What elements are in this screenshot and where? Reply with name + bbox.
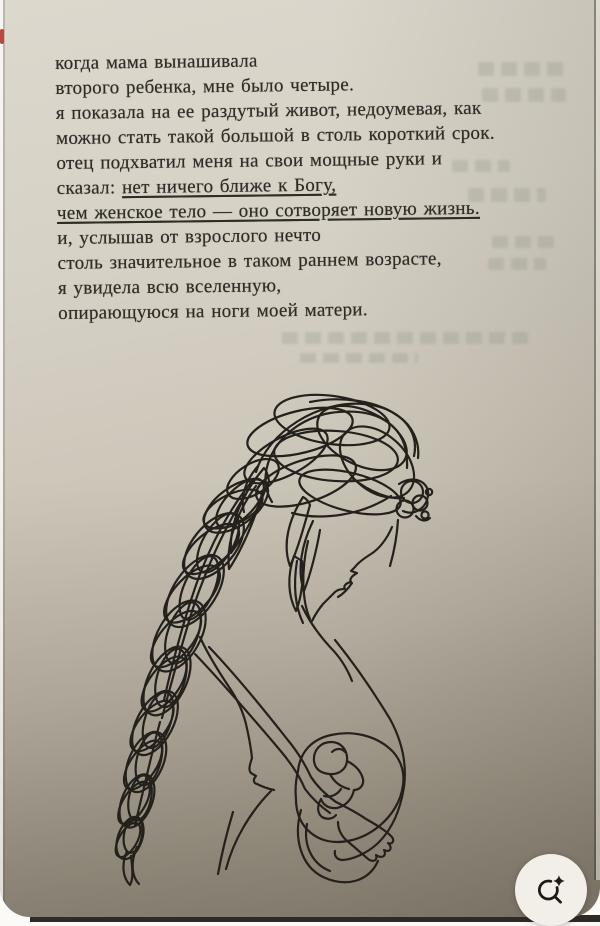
poem-line: я показала на ее раздутый живот, недоумевая, как [55,97,482,124]
poem-line: опирающуюся на ноги моей матери. [58,299,368,324]
poem-line: и, услышав от взрослого нечто [57,224,322,249]
search-sparkle-icon [533,872,569,908]
poem-line: чем женское тело — оно сотворяет новую жизнь. [56,197,480,224]
poem-line: я увидела всю вселенную, [57,275,282,299]
poem-line: можно стать такой большой в столь короткий срок. [55,122,495,149]
lens-search-button[interactable] [515,854,587,926]
poem-line: столь значительное в таком раннем возрасте, [57,248,442,274]
poem-line: сказал: нет ничего ближе к Богу, [56,174,337,199]
poem-line: когда мама вынашивала [55,50,258,74]
poem-line: второго ребенка, мне было четыре. [55,74,355,99]
poem-line: отец подхватил меня на свои мощные руки и [56,148,443,174]
